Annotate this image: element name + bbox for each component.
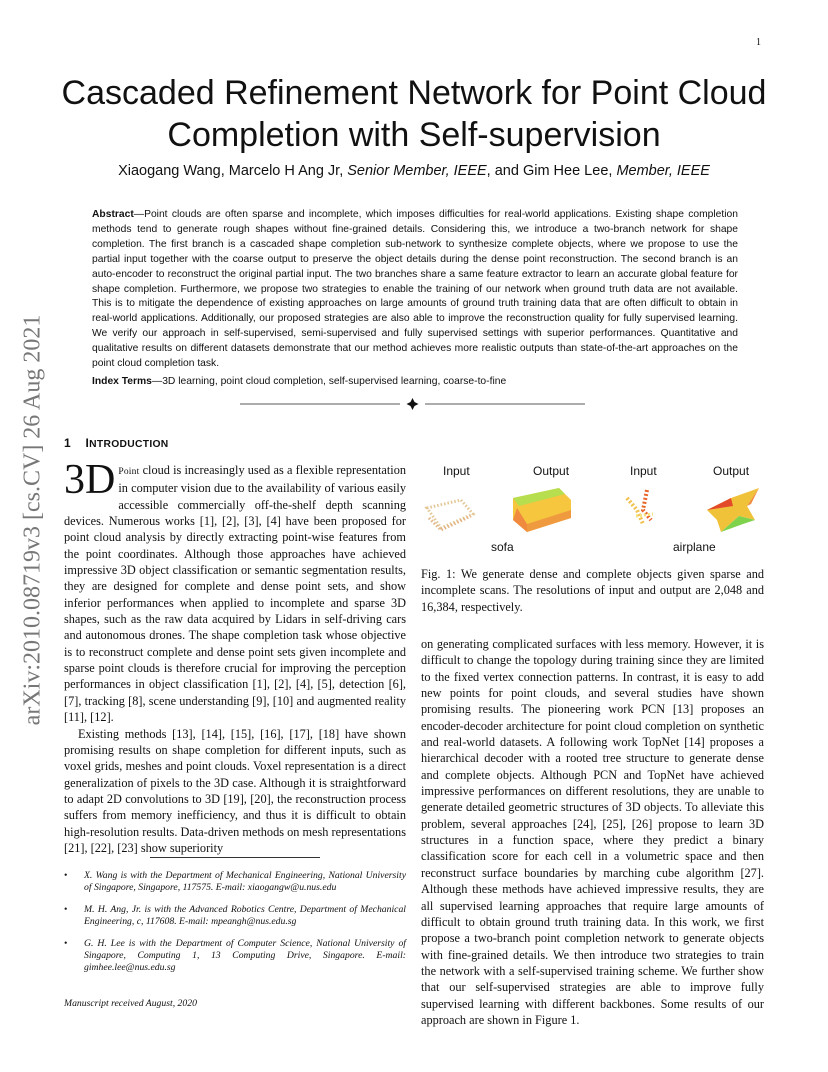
paper-title: Cascaded Refinement Network for Point Cloud Completion with Self-supervision bbox=[61, 74, 767, 154]
dropcap: 3D bbox=[64, 457, 116, 503]
intro-paragraph-1 bbox=[64, 457, 406, 726]
airplane-input-image bbox=[627, 490, 653, 524]
sofa-output-image bbox=[513, 488, 571, 532]
authors bbox=[40, 163, 788, 179]
fig-label-output-2: Output bbox=[713, 464, 750, 478]
footnote-item: • G. H. Lee is with the Department of Computer Science, National University of Singapore, Computing 1, 13 Computing Drive, Singapore. E-mail: gimhee.lee@nus.edu.sg bbox=[64, 938, 406, 973]
right-column bbox=[421, 636, 764, 1028]
index-terms bbox=[92, 376, 738, 387]
fig-label-output-1: Output bbox=[533, 464, 570, 478]
authors-text-1: Xiaogang Wang, Marcelo H Ang Jr, bbox=[118, 163, 348, 179]
manuscript-note: Manuscript received August, 2020 bbox=[64, 998, 197, 1009]
fig-label-input-1: Input bbox=[443, 464, 470, 478]
bullet-icon: • bbox=[64, 938, 68, 949]
footnote-item: • X. Wang is with the Department of Mechanical Engineering, National University of Singapore, Singapore, 117575. E-mail: xiaogangw@u.nus.edu bbox=[64, 870, 406, 893]
left-column bbox=[64, 457, 406, 856]
fig-label-airplane: airplane bbox=[673, 540, 716, 554]
bullet-icon: • bbox=[64, 904, 68, 915]
author-role-1: Senior Member, IEEE bbox=[347, 163, 487, 179]
footnote-item: • M. H. Ang, Jr. is with the Advanced Robotics Centre, Department of Mechanical Engineering, c, 117608. E-mail: mpeangh@nus.edu.sg bbox=[64, 904, 406, 927]
page-number: 1 bbox=[756, 37, 761, 48]
fig-label-input-2: Input bbox=[630, 464, 657, 478]
footnote-rule bbox=[150, 857, 320, 858]
index-terms-label: Index Terms bbox=[92, 376, 152, 387]
abstract-text: —Point clouds are often sparse and incomplete, which imposes difficulties for real-world applications. Existing shape completion methods tend to generate rough shapes without fine-grained details. Considering this, we introduce a two-branch network for shape completion. The first branch is a cascaded shape completion sub-network to synthesize complete objects, where we propose to use the partial input together with the coarse output to preserve the object details during the dense point reconstruction. The second branch is an auto-encoder to reconstruct the original partial input. The two branches share a same feature extractor to learn an accurate global feature for shape completion. Furthermore, we propose two strategies to enable the training of our network when ground truth data are not available. This is to mitigate the dependence of existing approaches on large amounts of ground truth training data that are often difficult to obtain in real-world applications. Additionally, our proposed strategies are also able to improve the reconstruction quality for fully supervised learning. We verify our approach in self-supervised, semi-supervised and fully supervised settings with superior performances. Quantitative and qualitative results on different datasets demonstrate that our method achieves more realistic outputs than state-of-the-art approaches on the point cloud completion task. bbox=[92, 209, 738, 370]
section-title-first: I bbox=[85, 436, 90, 450]
arxiv-stamp: arXiv:2010.08719v3 [cs.CV] 26 Aug 2021 bbox=[19, 314, 46, 726]
intro-paragraph-2: Existing methods [13], [14], [15], [16], [17], [18] have shown promising results on shape completion for different inputs, such as voxel grids, meshes and point clouds. Voxel representation is a direct generalization of pixels to the 3D case. Although it is straightforward to adapt 2D convolutions to 3D [19], [20], the reconstruction process suffers from memory inefficiency, and thus it is difficult to obtain high-resolution results. Data-driven methods on mesh representations [21], [22], [23] show superiority bbox=[64, 726, 406, 855]
figure-point-clouds bbox=[421, 480, 764, 542]
section-number: 1 bbox=[64, 436, 71, 450]
abstract-label: Abstract bbox=[92, 209, 134, 220]
section-title-rest: NTRODUCTION bbox=[89, 439, 169, 450]
intro-first-word: Point bbox=[118, 467, 140, 477]
figure-1 bbox=[421, 460, 764, 560]
airplane-output-image bbox=[707, 488, 759, 532]
authors-text-2: , and Gim Hee Lee, bbox=[486, 163, 617, 179]
bullet-icon: • bbox=[64, 870, 68, 881]
index-terms-text: —3D learning, point cloud completion, self-supervised learning, coarse-to-fine bbox=[151, 376, 507, 387]
fig-label-sofa: sofa bbox=[491, 540, 514, 554]
diamond-icon bbox=[407, 398, 419, 410]
sofa-input-image bbox=[427, 500, 473, 530]
section-divider bbox=[240, 398, 585, 410]
figure-caption: Fig. 1: We generate dense and complete objects given sparse and incomplete scans. The resolutions of input and output are 2,048 and 16,384, respectively. bbox=[421, 567, 764, 614]
section-heading bbox=[64, 436, 169, 450]
abstract bbox=[92, 208, 738, 372]
footnotes bbox=[64, 870, 406, 984]
right-paragraph: on generating complicated surfaces with less memory. However, it is difficult to change the topology during training since they are limited to the fixed vertex connection patterns. In contrast, it is easy to add new points for point clouds, and several studies have shown promising results. The pioneering work PCN [13] proposes an encoder-decoder architecture for point cloud completion on synthetic and real-world datasets. A following work TopNet [14] proposes a hierarchical decoder with a rooted tree structure to generate dense and complete objects. Although PCN and TopNet have achieved impressive performances on different resolutions, they are unable to generate detailed geometric structures of 3D objects. To alleviate this problem, several approaches [24], [25], [26] propose to learn 3D structures in a function space, where they predict a binary classification score for each cell in a volumetric space and then reconstruct surface boundaries by marching cube algorithm [27]. Although these methods have achieved impressive results, they are all supervised learning approaches that require large amounts of difficult to obtain ground truth training data. In this work, we first propose a two-branch point completion network to generate objects with fine-grained details. We then introduce two strategies to train the network with a self-supervised training scheme. We further show that our self-supervised strategies are able to improve fully supervised learning with different backbones. Some results of our approach are shown in Figure 1. bbox=[421, 637, 764, 1027]
intro-p1-text: cloud is increasingly used as a flexible representation in computer vision due to the availability of various easily accessible commercially off-the-shelf depth scanning devices. Numerous works [1], [2], [3], [4] have been proposed for point cloud analysis by directly extracting point-wise features from the point coordinates. Although those approaches have achieved impressive 3D object classification or semantic segmentation results, they are designed for complete and dense point sets, and show inferior performances when applied to incomplete and sparse 3D shapes, such as the raw data acquired by Lidars in self-driving cars and autonomous drones. The shape completion task whose objective is to reconstruct complete and dense point sets given incomplete and sparse point clouds is therefore crucial for improving the perception performances in object classification [1], [2], [4], [5], detection [6], [7], tracking [8], scene understanding [9], [10] and augmented reality [11], [12]. bbox=[64, 463, 406, 725]
author-role-2: Member, IEEE bbox=[616, 163, 710, 179]
